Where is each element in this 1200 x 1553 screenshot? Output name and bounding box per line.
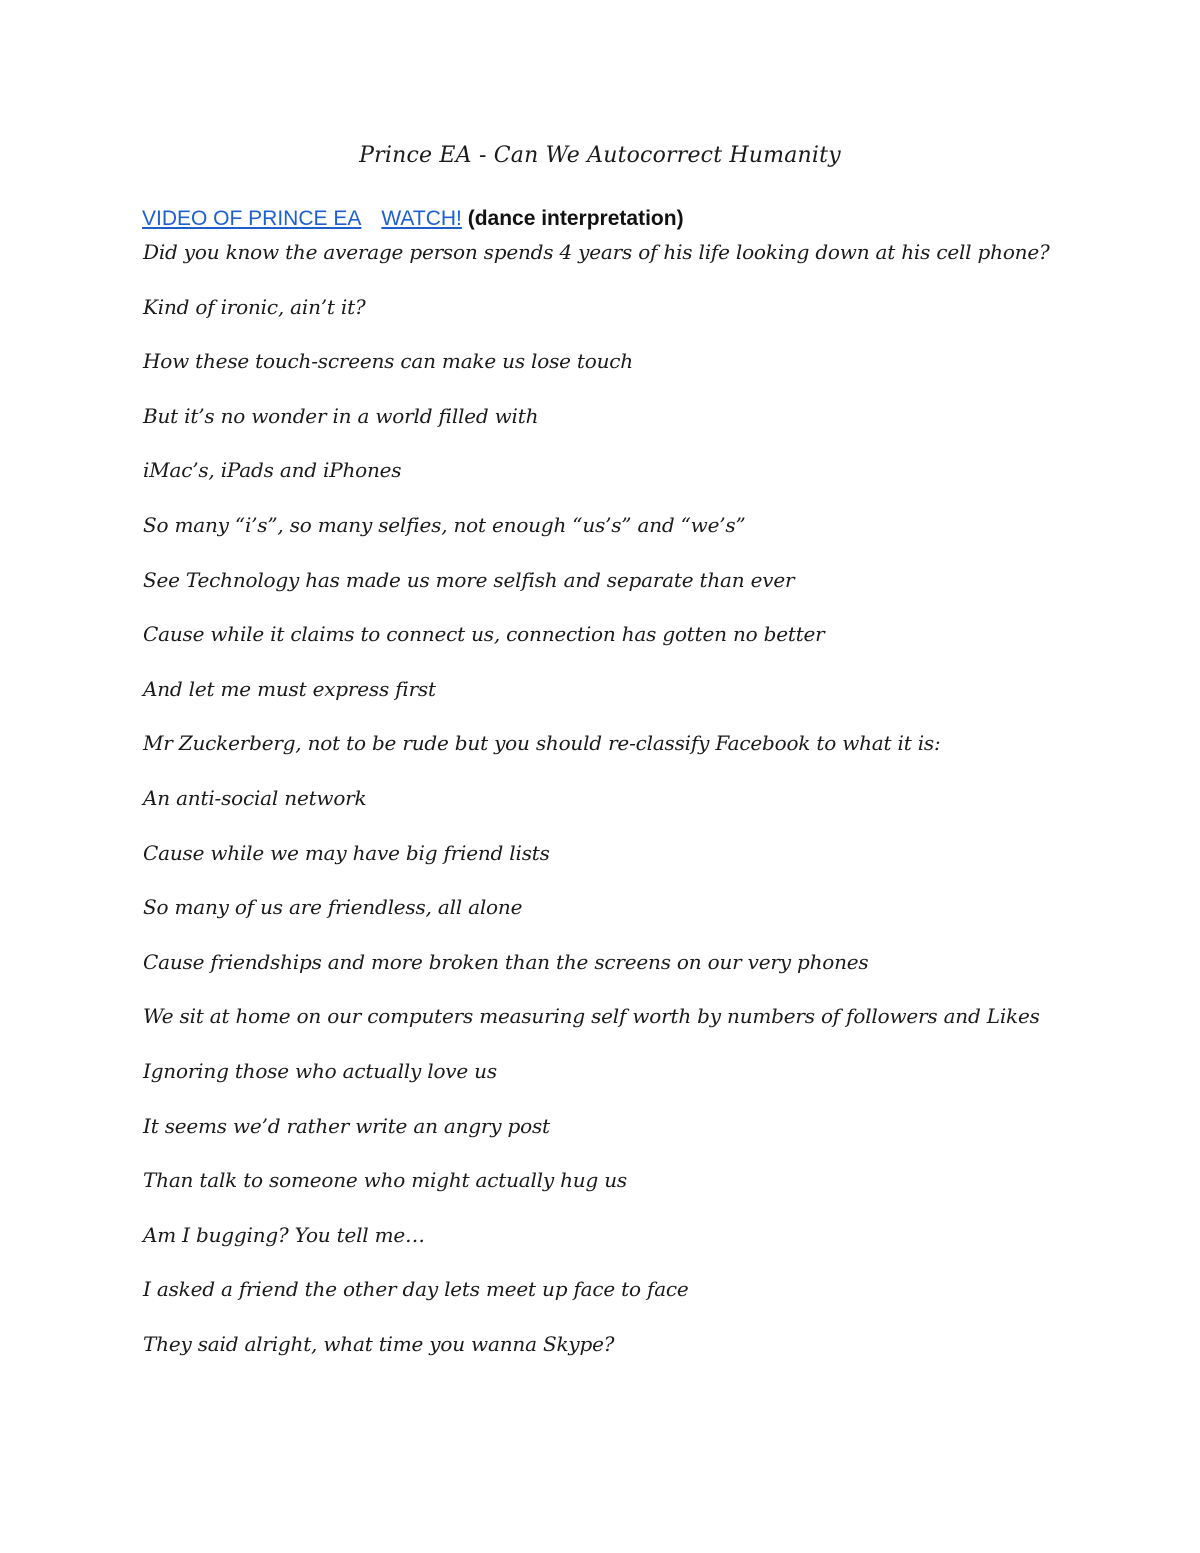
poem-line: We sit at home on our computers measuring self worth by numbers of followers and Likes [143,1004,1040,1029]
poem-line: Am I bugging? You tell me… [143,1222,425,1247]
poem-line: Cause while it claims to connect us, connection has gotten no better [143,622,825,647]
poem-line: An anti-social network [143,785,367,810]
poem-line: How these touch-screens can make us lose touch [143,349,633,374]
poem-line: iMac’s, iPads and iPhones [143,458,402,483]
poem-line: Ignoring those who actually love us [143,1058,497,1083]
poem-line: Cause friendships and more broken than the screens on our very phones [143,949,869,974]
poem-line: So many “i’s”, so many selfies, not enough “us’s” and “we’s” [143,512,746,537]
poem-line: And let me must express first [143,676,436,701]
video-link[interactable]: VIDEO OF PRINCE EA [142,207,362,230]
poem-lines [143,233,1153,1379]
poem-line: But it’s no wonder in a world filled with [143,403,539,428]
page-title: Prince EA - Can We Autocorrect Humanity [359,143,841,168]
poem-line: Than talk to someone who might actually hug us [143,1168,627,1193]
watch-link[interactable]: WATCH! [381,207,462,230]
poem-line: See Technology has made us more selfish and separate than ever [143,567,795,592]
poem-line: Mr Zuckerberg, not to be rude but you should re-classify Facebook to what it is: [143,731,941,756]
poem-line: They said alright, what time you wanna Skype? [143,1331,615,1356]
link-note: (dance interpretation) [467,207,684,230]
link-row [142,207,684,231]
poem-line: So many of us are friendless, all alone [143,895,523,920]
poem-line: Did you know the average person spends 4 years of his life looking down at his cell phone? [143,240,1050,264]
poem-line: It seems we’d rather write an angry post [143,1113,550,1138]
poem-line: I asked a friend the other day lets meet up face to face [143,1277,689,1302]
poem-line: Cause while we may have big friend lists [143,840,550,865]
poem-line: Kind of ironic, ain’t it? [143,294,366,319]
